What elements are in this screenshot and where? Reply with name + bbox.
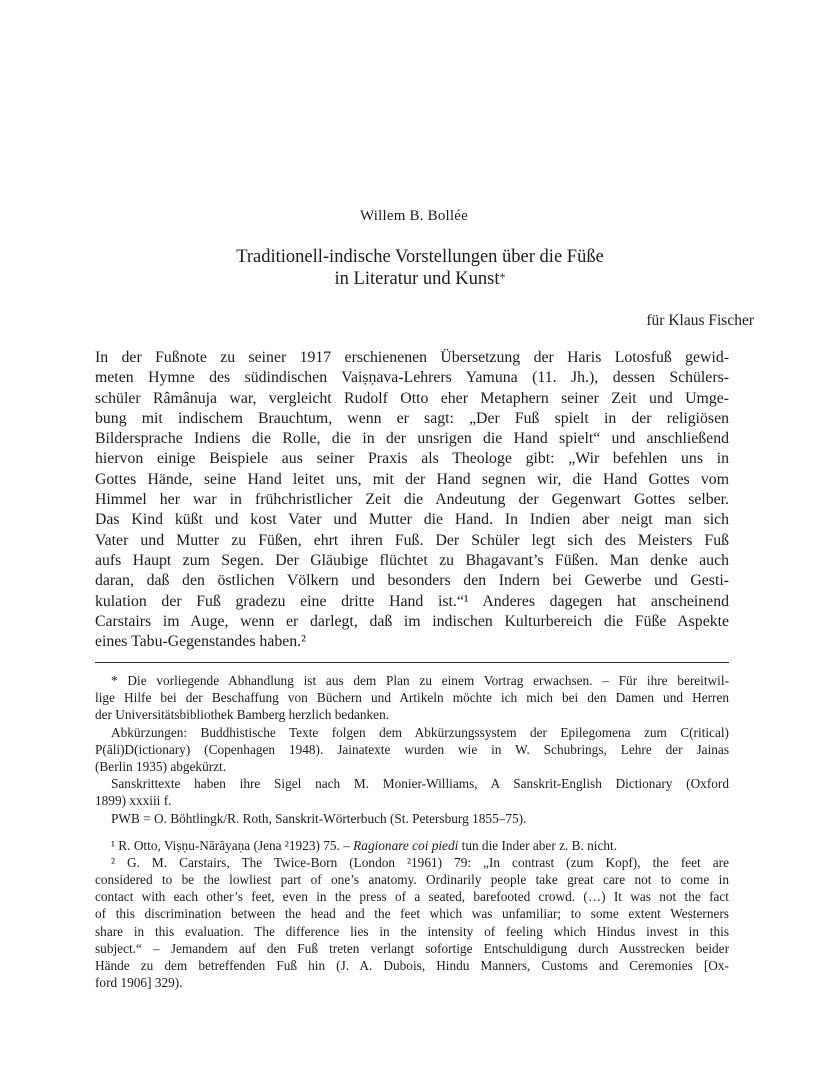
body-line: eines Tabu-Gegenstandes haben.²: [95, 633, 306, 651]
abbreviations-line: Abkürzungen: Buddhistische Texte folgen dem Abkürzungssystem der Epilegomena zum C(ritical): [111, 724, 729, 740]
body-line: Carstairs im Auge, wenn er darlegt, daß im indischen Kulturbereich die Füße Aspekte: [95, 612, 729, 630]
body-line: Gottes Hände, seine Hand leitet uns, mit der Hand segnen wir, die Hand Gottes vom: [95, 470, 729, 488]
body-line: Bildersprache Indiens die Rolle, die in der unsrigen die Hand spielt“ und anschließend: [95, 430, 729, 448]
body-line: meten Hymne des südindischen Vaiṣṇava-Lehrers Yamuna (11. Jh.), dessen Schülers-: [95, 369, 729, 387]
body-line: daran, daß den östlichen Völkern und besonders den Indern bei Gewerbe und Gesti-: [95, 572, 729, 590]
footnote-2-line: share in this evaluation. The difference lies in the intensity of feeling which Hindus invest in this: [95, 923, 729, 939]
sanskrit-sigla-line: Sanskrittexte haben ihre Sigel nach M. Monier-Williams, A Sanskrit-English Dictionary (Oxford: [111, 776, 729, 792]
footnote-2-line: Hände zu dem betreffenden Fuß hin (J. A. Dubois, Hindu Manners, Customs and Ceremonies [Ox-: [95, 958, 729, 973]
footnote-1: [95, 837, 729, 854]
footnote-1-text: ¹ R. Otto, Viṣṇu-Nārāyaṇa (Jena ²1923) 75. –: [111, 837, 354, 853]
footnote-2-line: ² G. M. Carstairs, The Twice-Born (London ²1961) 79: „In contrast (zum Kopf), the feet are: [111, 854, 729, 870]
article-title: [120, 246, 720, 290]
dedication: für Klaus Fischer: [646, 312, 754, 329]
body-line: Vater und Mutter zu Füßen, ehrt ihren Fuß. Der Schüler legt sich des Meisters Fuß: [95, 531, 729, 549]
footnote-2-line: considered to be the lowliest part of one’s anatomy. Ordinarily people take great care not to come in: [95, 872, 729, 888]
pwb-abbreviation: PWB = O. Böhtlingk/R. Roth, Sanskrit-Wörterbuch (St. Petersburg 1855–75).: [111, 810, 527, 826]
footnote-gap: [95, 827, 729, 837]
footnote-2-line: ford 1906] 329).: [95, 975, 183, 991]
footnote-divider: [95, 662, 729, 663]
title-footnote-mark: *: [499, 270, 506, 284]
body-line: Das Kind küßt und kost Vater und Mutter die Hand. In Indien aber neigt man sich: [95, 511, 729, 529]
body-line: bung mit indischem Brauchtum, wenn er sagt: „Der Fuß spielt in der religiösen: [95, 409, 729, 427]
title-line-2: in Literatur und Kunst: [334, 269, 500, 289]
footnotes: [95, 672, 729, 991]
footnote-1-italic: Ragionare coi piedi: [353, 837, 459, 853]
body-line: hiervon einige Beispiele aus seiner Praxis als Theologe gibt: „Wir befehlen uns in: [95, 450, 729, 468]
author-name: Willem B. Bollée: [360, 208, 468, 224]
body-paragraph: [95, 348, 729, 652]
body-line: kulation der Fuß gradezu eine dritte Hand ist.“¹ Anderes dagegen hat anscheinend: [95, 592, 729, 610]
body-line: Himmel her war in frühchristlicher Zeit die Andeutung der Gegenwart Gottes selber.: [95, 491, 729, 509]
body-line: schüler Râmânuja war, vergleicht Rudolf Otto eher Metaphern seiner Zeit und Umge-: [95, 389, 729, 407]
footnote-1-tail: tun die Inder aber z. B. nicht.: [458, 837, 618, 853]
footnote-star-line: * Die vorliegende Abhandlung ist aus dem Plan zu einem Vortrag erwachsen. – Für ihre bereitwil-: [111, 673, 729, 688]
footnote-2-line: of this discrimination between the head and the feet which was unfamiliar; to some extent Westerners: [95, 906, 729, 922]
body-line: aufs Haupt zum Segen. Der Gläubige flüchtet zu Bhagavant’s Füßen. Man denke auch: [95, 551, 729, 569]
footnote-2-line: contact with each other’s feet, even in the press of a seated, barefooted crowd. (…) It was not the fact: [95, 889, 729, 905]
title-line-1: Traditionell-indische Vorstellungen über die Füße: [236, 247, 604, 267]
abbreviations-line: P(āli)D(ictionary) (Copenhagen 1948). Jainatexte wurden wie in W. Schubrings, Lehre der Jainas: [95, 741, 729, 757]
sanskrit-sigla-line: 1899) xxxiii f.: [95, 793, 172, 809]
footnote-star-line: lige Hilfe bei der Beschaffung von Büchern und Artikeln möchte ich mich bei den Damen und Herren: [95, 690, 729, 706]
abbreviations-line: (Berlin 1935) abgekürzt.: [95, 758, 227, 774]
footnote-star-line: der Universitätsbibliothek Bamberg herzlich bedanken.: [95, 707, 390, 723]
body-line: In der Fußnote zu seiner 1917 erschienenen Übersetzung der Haris Lotosfuß gewid-: [95, 349, 729, 366]
footnote-2-line: subject.“ – Jemandem auf den Fuß treten verlangt sofortige Entschuldigung durch Ausstrecken beider: [95, 940, 729, 956]
